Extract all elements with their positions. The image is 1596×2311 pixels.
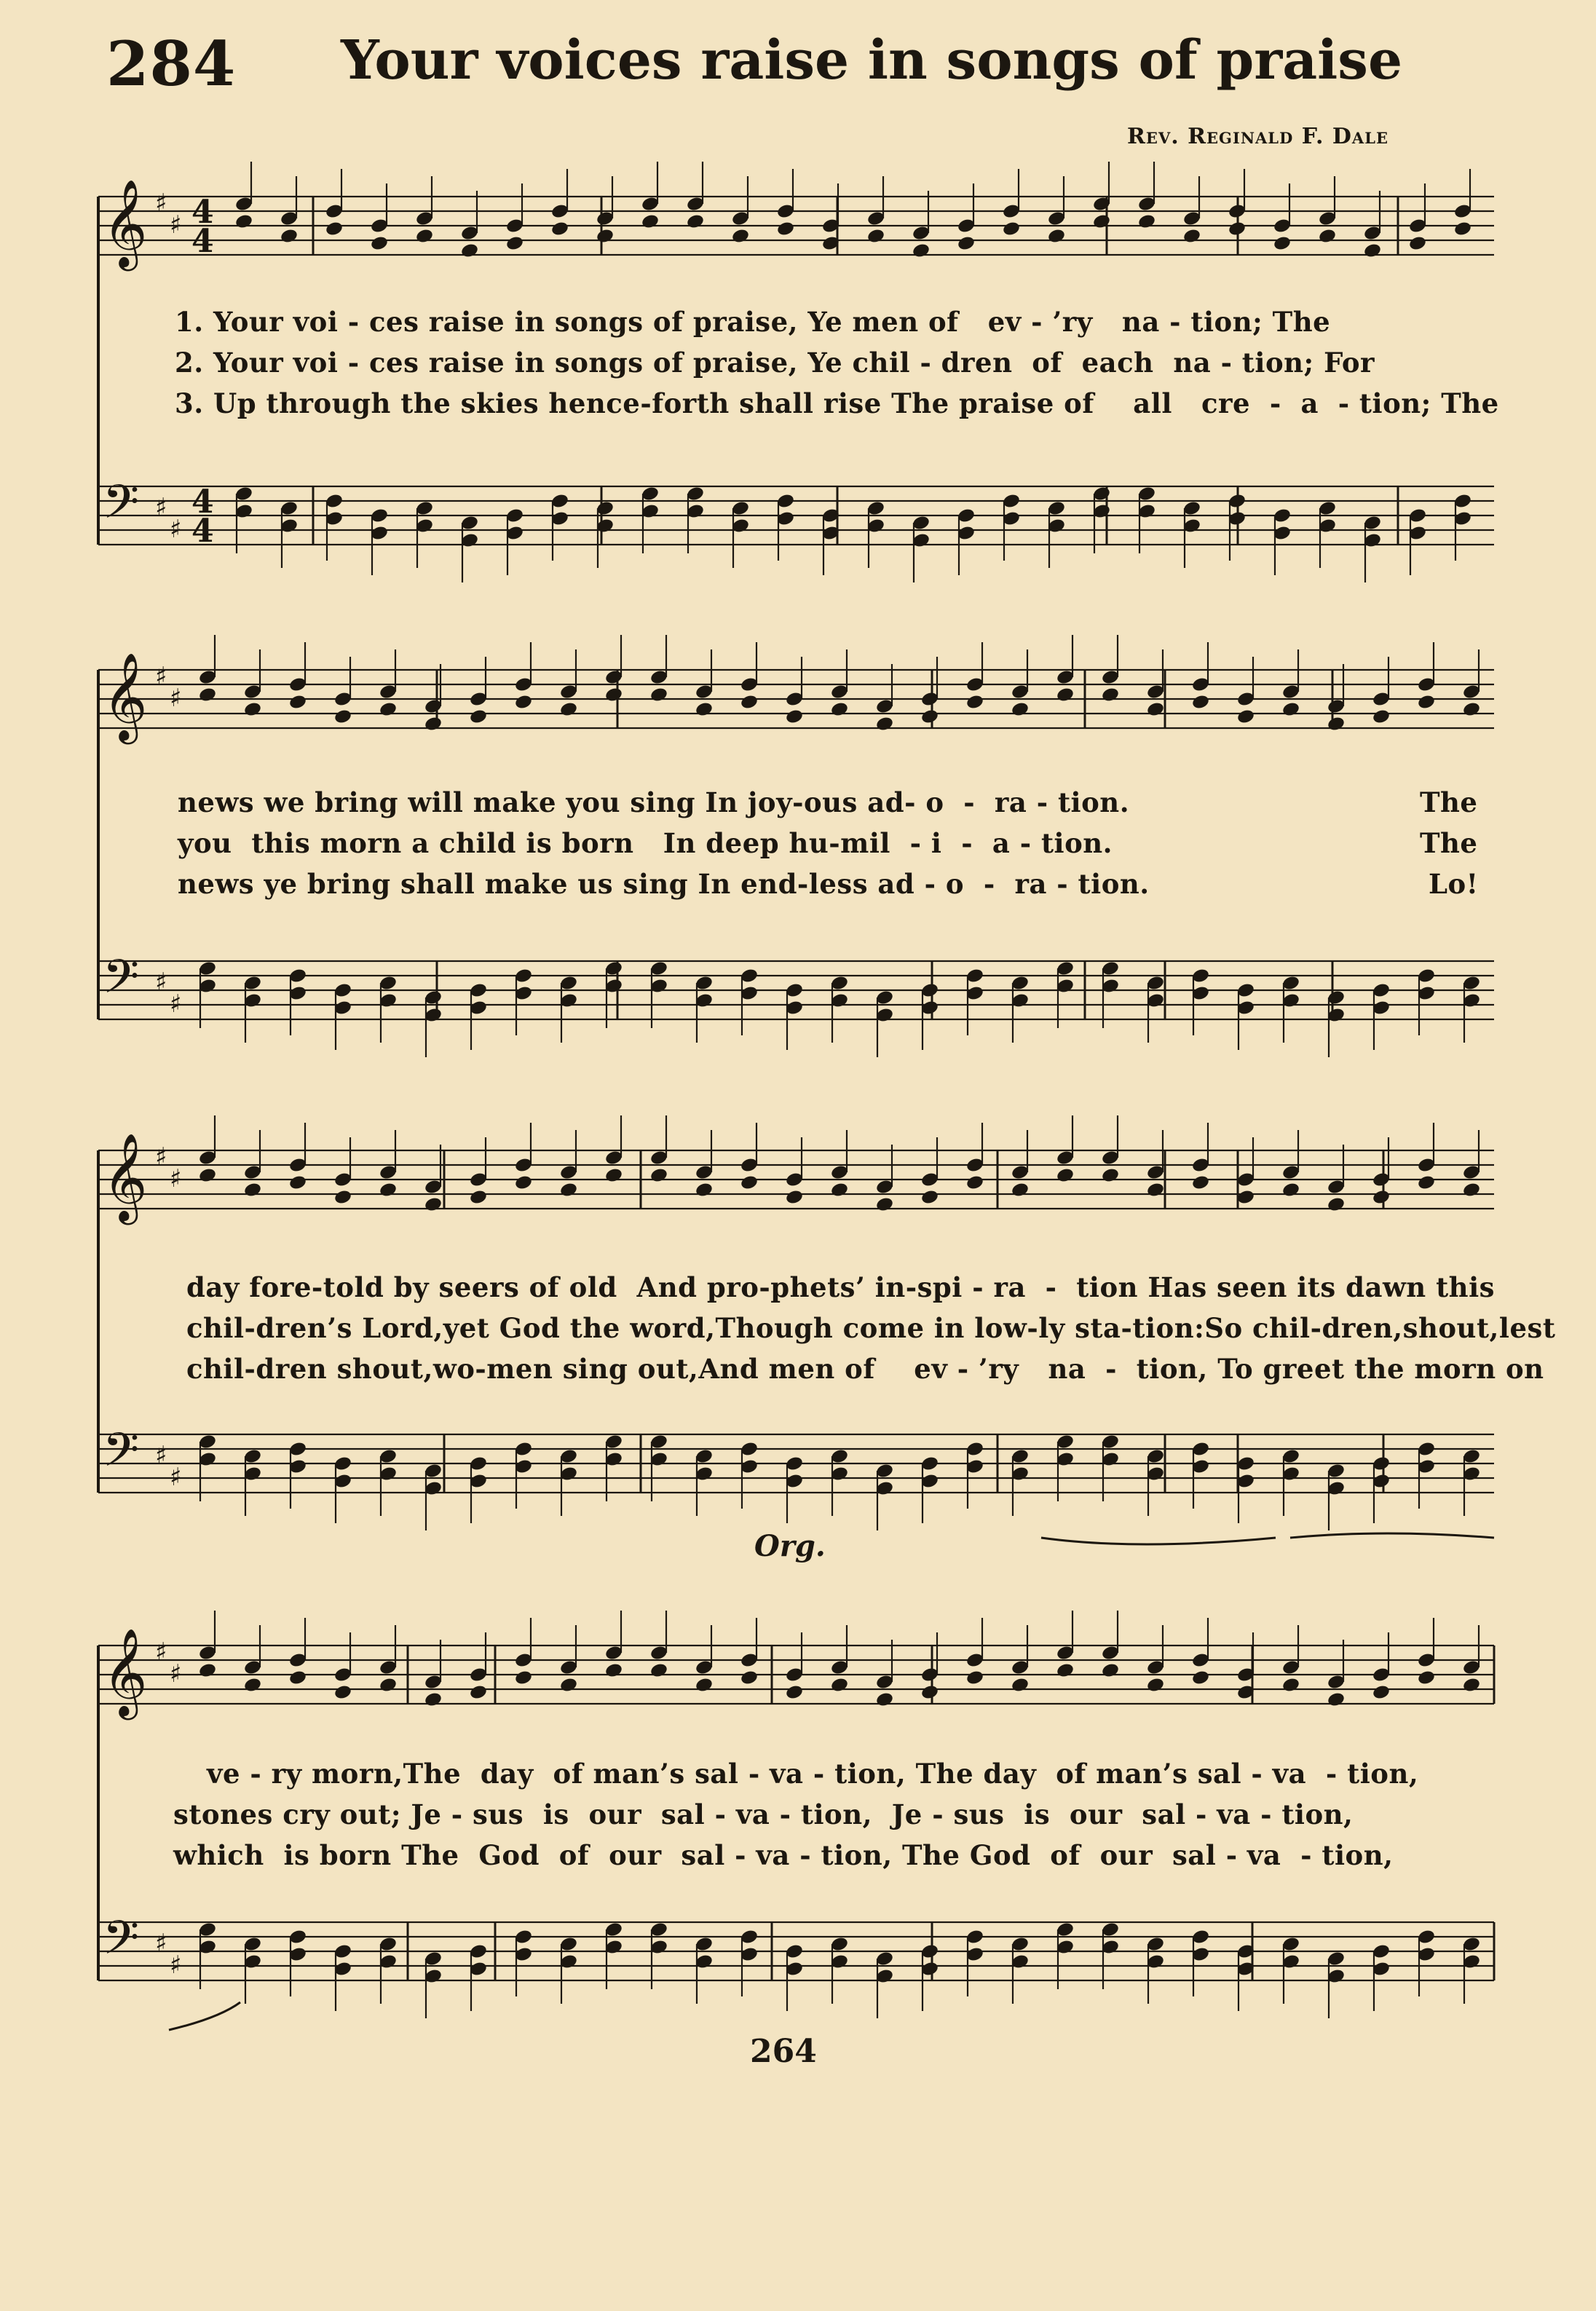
lyric-line-s3-v1: day fore-told by seers of old And pro-phets’ in-spi - ra - tion Has seen its dawn this (186, 1271, 1495, 1303)
note-head (965, 694, 984, 711)
note-head (460, 242, 479, 259)
note-head (333, 1189, 352, 1206)
time-signature: 4 (191, 513, 214, 550)
note-head (234, 213, 253, 230)
note-head (1146, 1677, 1165, 1694)
note-head (370, 235, 389, 252)
note-head (695, 1677, 714, 1694)
note-head (1236, 1189, 1255, 1206)
sharp-icon: ♯ (170, 1463, 182, 1492)
note-head (288, 1670, 307, 1686)
note-head (415, 228, 434, 245)
note-head (1363, 242, 1382, 259)
lyric-line-s4-v2: stones cry out; Je - sus is our sal - va - tion, Je - sus is our sal - va - tion, (173, 1798, 1354, 1830)
note-head (1191, 1670, 1210, 1686)
note-head (641, 213, 660, 230)
note-head (1281, 1182, 1300, 1198)
note-head (379, 1182, 398, 1198)
note-head (830, 1182, 849, 1198)
note-head (1372, 1189, 1391, 1206)
note-head (288, 694, 307, 711)
note-head (333, 708, 352, 725)
page-number: 264 (750, 2033, 817, 2070)
note-head (1191, 694, 1210, 711)
note-head (243, 1182, 262, 1198)
note-head (559, 1182, 578, 1198)
note-head (1228, 221, 1247, 237)
lyric-line-s2-v1: news we bring will make you sing In joy-ous ad- o - ra - tion. (178, 786, 1130, 818)
note-head (1056, 1167, 1075, 1184)
note-head (731, 228, 750, 245)
note-head (1372, 1684, 1391, 1701)
note-head (288, 1174, 307, 1191)
note-head (957, 235, 976, 252)
treble-clef-icon: 𝄞 (103, 178, 148, 267)
note-head (1002, 221, 1021, 237)
note-head (740, 1670, 759, 1686)
sharp-icon: ♯ (170, 1164, 182, 1193)
note-head (1047, 228, 1066, 245)
lyric-line-s4-v1: ve - ry morn,The day of man’s sal - va - tion, The day of man’s sal - va - tion, (207, 1758, 1419, 1790)
note-head (424, 1691, 443, 1708)
bass-clef-icon: 𝄢 (103, 1911, 140, 1977)
note-head (198, 1662, 217, 1679)
note-head (1011, 1677, 1030, 1694)
note-head (1281, 701, 1300, 718)
sharp-icon: ♯ (170, 515, 182, 544)
note-head (1011, 1182, 1030, 1198)
note-head (514, 694, 533, 711)
lyric-ending-s2-v2: The (1420, 827, 1478, 859)
note-head (785, 1684, 804, 1701)
note-head (965, 1174, 984, 1191)
lyric-ending-s2-v1: The (1420, 786, 1478, 818)
note-head (1056, 687, 1075, 703)
note-head (1101, 687, 1120, 703)
slur (169, 2002, 240, 2030)
note-head (514, 1174, 533, 1191)
hymn-author: Rev. Reginald F. Dale (1127, 124, 1388, 149)
note-head (1462, 701, 1481, 718)
lyric-line-s3-v2: chil-dren’s Lord,yet God the word,Though come in low-ly sta-tion:So chil-dren,shout,lest (186, 1312, 1556, 1344)
note-head (1462, 1182, 1481, 1198)
slur (1041, 1538, 1276, 1544)
note-head (920, 708, 939, 725)
note-head (604, 1662, 623, 1679)
note-head (875, 1691, 894, 1708)
note-head (1236, 708, 1255, 725)
note-head (1191, 1174, 1210, 1191)
sharp-icon: ♯ (170, 210, 182, 240)
note-head (1011, 701, 1030, 718)
note-head (649, 1167, 668, 1184)
treble-clef-icon: 𝄞 (103, 1132, 148, 1221)
note-head (198, 687, 217, 703)
treble-clef-icon: 𝄞 (103, 1627, 148, 1716)
sharp-icon: ♯ (155, 493, 167, 522)
note-head (1417, 694, 1436, 711)
sharp-icon: ♯ (155, 1638, 167, 1667)
note-head (1146, 1182, 1165, 1198)
lyric-ending-s2-v3: Lo! (1429, 868, 1479, 900)
note-head (243, 1677, 262, 1694)
note-head (866, 228, 885, 245)
note-head (740, 1174, 759, 1191)
note-head (830, 1677, 849, 1694)
note-head (596, 228, 615, 245)
note-head (280, 228, 299, 245)
lyric-line-s3-v3: chil-dren shout,wo-men sing out,And men of ev - ’ry na - tion, To greet the morn on (186, 1353, 1544, 1385)
note-head (469, 1189, 488, 1206)
note-head (424, 1196, 443, 1213)
note-head (1101, 1167, 1120, 1184)
bass-clef-icon: 𝄢 (103, 950, 140, 1016)
note-head (649, 1662, 668, 1679)
note-head (559, 1677, 578, 1694)
note-head (920, 1684, 939, 1701)
note-head (550, 221, 569, 237)
note-head (1327, 1691, 1346, 1708)
time-signature: 4 (191, 483, 214, 521)
hymn-number: 284 (106, 28, 237, 100)
note-head (776, 221, 795, 237)
note-head (424, 716, 443, 732)
sharp-icon: ♯ (170, 1659, 182, 1688)
note-head (333, 1684, 352, 1701)
note-head (1417, 1174, 1436, 1191)
note-head (830, 701, 849, 718)
note-head (686, 213, 705, 230)
note-head (740, 694, 759, 711)
note-head (198, 1167, 217, 1184)
organ-marking: Org. (754, 1529, 826, 1563)
note-head (1453, 221, 1472, 237)
note-head (695, 1182, 714, 1198)
note-head (785, 1189, 804, 1206)
lyric-line-s1-v3: 3. Up through the skies hence-forth shall rise The praise of all cre - a - tion; The (175, 387, 1499, 419)
lyric-line-s1-v2: 2. Your voi - ces raise in songs of praise, Ye chil - dren of each na - tion; For (175, 347, 1375, 379)
sharp-icon: ♯ (155, 189, 167, 218)
note-head (325, 221, 344, 237)
note-head (379, 1677, 398, 1694)
sharp-icon: ♯ (155, 968, 167, 997)
note-head (875, 1196, 894, 1213)
note-head (1182, 228, 1201, 245)
note-head (1327, 716, 1346, 732)
note-head (965, 1670, 984, 1686)
treble-clef-icon: 𝄞 (103, 652, 148, 740)
note-head (1273, 235, 1292, 252)
note-head (469, 708, 488, 725)
sharp-icon: ♯ (170, 989, 182, 1019)
note-head (1137, 213, 1156, 230)
note-head (379, 701, 398, 718)
note-head (505, 235, 524, 252)
time-signature: 4 (191, 194, 214, 231)
sharp-icon: ♯ (155, 1142, 167, 1172)
note-head (1327, 1196, 1346, 1213)
slur (1290, 1533, 1494, 1538)
note-head (559, 701, 578, 718)
note-head (920, 1189, 939, 1206)
note-head (604, 1167, 623, 1184)
note-head (649, 687, 668, 703)
note-head (875, 716, 894, 732)
note-head (469, 1684, 488, 1701)
note-head (695, 701, 714, 718)
sharp-icon: ♯ (170, 684, 182, 713)
lyric-line-s2-v3: news ye bring shall make us sing In end-less ad - o - ra - tion. (178, 868, 1150, 900)
bass-clef-icon: 𝄢 (103, 475, 140, 541)
sharp-icon: ♯ (170, 1951, 182, 1980)
sharp-icon: ♯ (155, 662, 167, 691)
note-head (1101, 1662, 1120, 1679)
hymn-title: Your voices raise in songs of praise (341, 29, 1403, 92)
note-head (1318, 228, 1337, 245)
note-head (912, 242, 931, 259)
note-head (1146, 701, 1165, 718)
note-head (1281, 1677, 1300, 1694)
time-signature: 4 (191, 223, 214, 260)
note-head (1092, 213, 1111, 230)
lyric-line-s2-v2: you this morn a child is born In deep hu-mil - i - a - tion. (178, 827, 1113, 859)
note-head (1372, 708, 1391, 725)
bass-clef-icon: 𝄢 (103, 1423, 140, 1489)
note-head (1056, 1662, 1075, 1679)
lyric-line-s4-v3: which is born The God of our sal - va - tion, The God of our sal - va - tion, (173, 1839, 1394, 1871)
note-head (1417, 1670, 1436, 1686)
note-head (514, 1670, 533, 1686)
note-head (243, 701, 262, 718)
lyric-line-s1-v1: 1. Your voi - ces raise in songs of praise, Ye men of ev - ’ry na - tion; The (175, 306, 1331, 338)
sharp-icon: ♯ (155, 1929, 167, 1958)
sharp-icon: ♯ (155, 1441, 167, 1470)
note-head (604, 687, 623, 703)
note-head (1408, 235, 1427, 252)
note-head (785, 708, 804, 725)
note-head (1462, 1677, 1481, 1694)
